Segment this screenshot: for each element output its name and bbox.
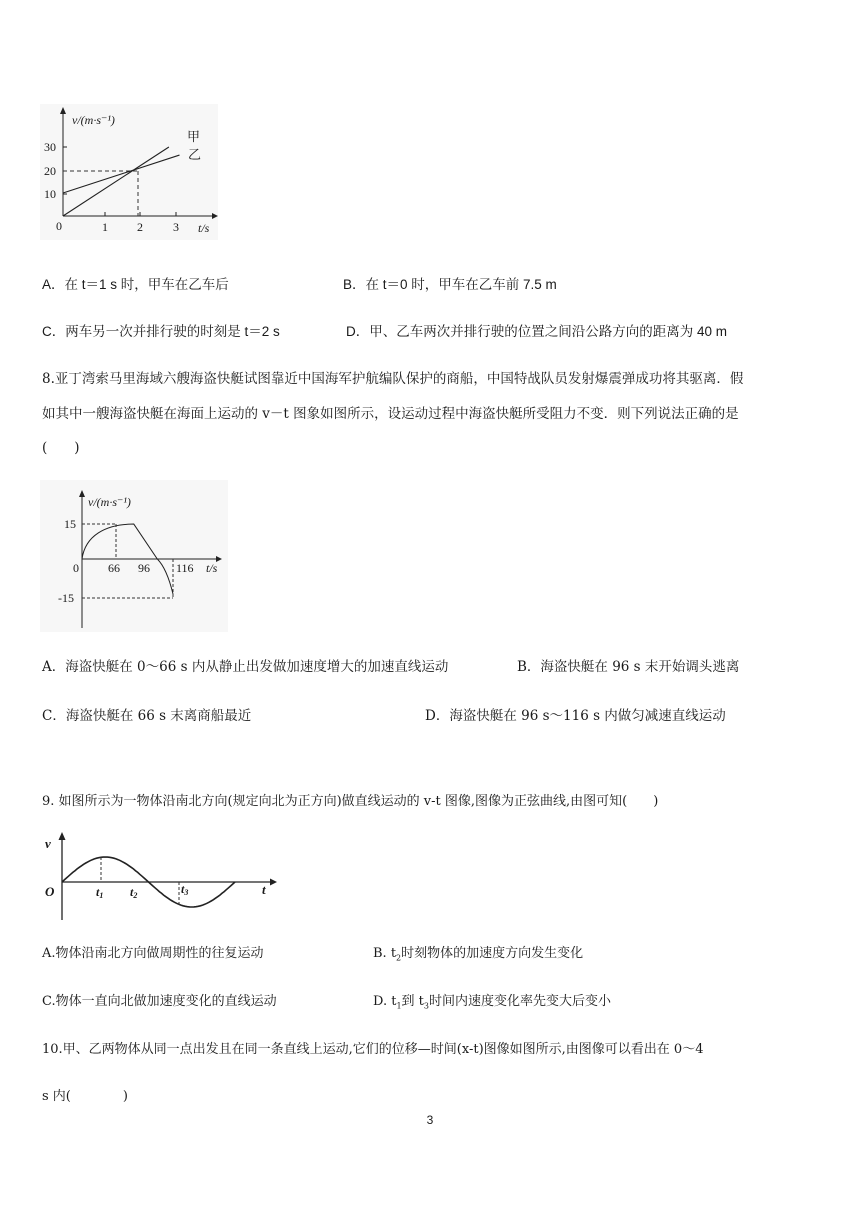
- q9-option-c: C.物体一直向北做加速度变化的直线运动: [42, 994, 277, 1009]
- q9-option-a: A.物体沿南北方向做周期性的往复运动: [42, 946, 264, 961]
- q7-option-b: B．在 t＝0 时，甲车在乙车前 7.5 m: [343, 277, 557, 292]
- q9-option-d-text: 时间内速度变化率先变大后变小: [429, 994, 612, 1009]
- q8-option-b: B．海盗快艇在 96 s 末开始调头逃离: [517, 659, 740, 675]
- q8-option-d: D．海盗快艇在 96 s～116 s 内做匀减速直线运动: [425, 708, 726, 724]
- q10-stem-line-2: s 内( ): [42, 1089, 128, 1104]
- q9-option-b-prefix: B. t: [373, 946, 397, 961]
- q9-t1-label: t1: [96, 885, 104, 900]
- q7-x-axis-label: t/s: [198, 221, 210, 235]
- q8-origin-label: 0: [73, 561, 79, 575]
- q7-y-tick-30: 30: [44, 140, 56, 154]
- q9-x-axis-label: t: [262, 882, 266, 897]
- q7-velocity-time-graph: [40, 104, 218, 240]
- q8-x-axis-label: t/s: [206, 561, 218, 575]
- page-number: 3: [426, 1113, 434, 1127]
- q7-option-a: A．在 t＝1 s 时，甲车在乙车后: [42, 277, 229, 292]
- q9-option-b: [373, 947, 583, 963]
- q8-y-tick-minus-15: -15: [58, 591, 74, 605]
- q9-y-axis-label: v: [45, 836, 51, 851]
- q8-stem-line-3: ( ): [42, 440, 80, 456]
- q7-line-label-jia: 甲: [187, 129, 201, 144]
- q9-origin-label: O: [45, 884, 55, 899]
- q9-option-d: [373, 995, 611, 1011]
- q7-option-d: D．甲、乙车两次并排行驶的位置之间沿公路方向的距离为 40 m: [346, 324, 728, 339]
- q8-velocity-time-graph: [40, 480, 228, 632]
- q7-y-tick-20: 20: [44, 164, 56, 178]
- q7-option-c: C．两车另一次并排行驶的时刻是 t＝2 s: [42, 324, 280, 339]
- q7-x-tick-2: 2: [137, 220, 143, 234]
- q8-option-a: A．海盗快艇在 0～66 s 内从静止出发做加速度增大的加速直线运动: [42, 659, 449, 675]
- q7-x-tick-3: 3: [173, 220, 179, 234]
- q9-option-d-subscript-3: 3: [423, 1001, 429, 1011]
- q9-option-d-middle: 到 t: [401, 994, 424, 1009]
- q8-x-tick-96: 96: [138, 561, 150, 575]
- q7-y-axis-label: v/(m·s⁻¹): [72, 113, 115, 127]
- q9-t2-label: t2: [130, 885, 138, 900]
- q8-x-tick-116: 116: [176, 561, 194, 575]
- q7-origin-label: 0: [56, 219, 62, 233]
- q9-option-d-prefix: D. t: [373, 994, 397, 1009]
- q7-line-label-yi: 乙: [188, 147, 202, 162]
- q8-stem-line-2: 如其中一艘海盗快艇在海面上运动的 v－t 图象如图所示，设运动过程中海盗快艇所受阻力不变．则下列说法正确的是: [42, 406, 739, 422]
- q9-stem: 9. 如图所示为一物体沿南北方向(规定向北为正方向)做直线运动的 v-t 图像,图像为正弦曲线,由图可知( ): [42, 794, 659, 809]
- q9-option-b-text: 时刻物体的加速度方向发生变化: [401, 946, 584, 961]
- q8-y-tick-15: 15: [64, 517, 76, 531]
- q8-y-axis-label: v/(m·s⁻¹): [88, 495, 131, 509]
- q9-sine-velocity-graph: [40, 828, 280, 920]
- q9-option-d-subscript-1: 1: [396, 1001, 402, 1011]
- q10-stem-line-1: 10.甲、乙两物体从同一点出发且在同一条直线上运动,它们的位移—时间(x-t)图像如图所示,由图像可以看出在 0～4: [42, 1042, 704, 1057]
- q9-t3-label: t3: [181, 882, 189, 897]
- q8-stem-line-1: 8.亚丁湾索马里海域六艘海盗快艇试图靠近中国海军护航编队保护的商船，中国特战队员发射爆震弹成功将其驱离．假: [42, 371, 744, 387]
- q7-x-tick-1: 1: [102, 220, 108, 234]
- q7-y-tick-10: 10: [44, 187, 56, 201]
- q8-option-c: C．海盗快艇在 66 s 末离商船最近: [42, 708, 252, 724]
- q8-x-tick-66: 66: [108, 561, 120, 575]
- q9-option-b-subscript: 2: [396, 953, 402, 963]
